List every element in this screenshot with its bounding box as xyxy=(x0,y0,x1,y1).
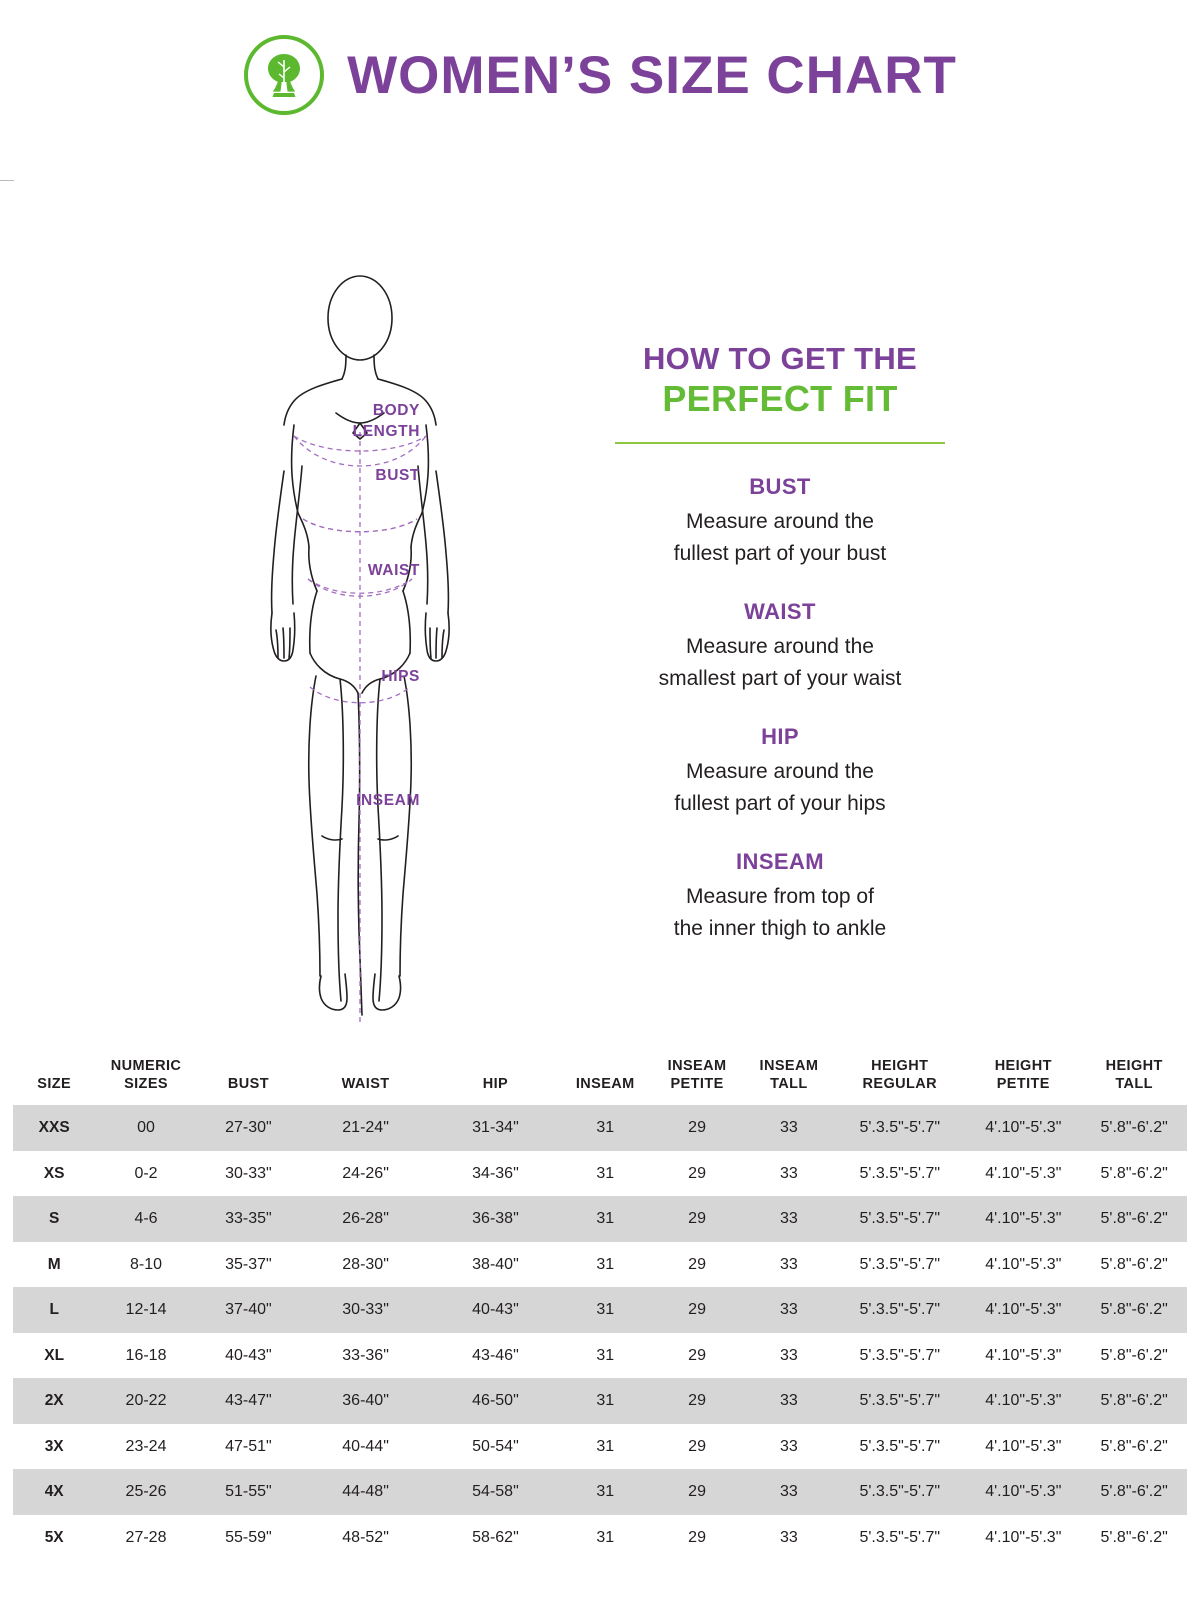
tip-bust-line2: fullest part of your bust xyxy=(673,541,887,565)
table-cell: 34-36" xyxy=(472,1164,519,1182)
table-cell: 40-43" xyxy=(431,1287,560,1333)
table-cell: 4'.10"-5'.3" xyxy=(985,1528,1062,1546)
table-cell: 5'.3.5"-5'.7" xyxy=(834,1287,965,1333)
cell-size: XXS xyxy=(13,1105,95,1151)
tip-waist-title: WAIST xyxy=(744,599,816,625)
tip-waist xyxy=(590,599,970,694)
table-cell: 5'.3.5"-5'.7" xyxy=(859,1164,941,1182)
cell-size: S xyxy=(13,1196,95,1242)
table-cell: 31 xyxy=(560,1196,651,1242)
table-cell: 4-6 xyxy=(95,1196,196,1242)
col-header-bust: BUST xyxy=(227,1075,269,1092)
label-hips: HIPS xyxy=(381,668,420,685)
table-cell: 0-2 xyxy=(134,1164,158,1182)
table-row xyxy=(13,1515,1187,1561)
table-cell: 27-30" xyxy=(197,1105,300,1151)
table-row xyxy=(13,1378,1187,1424)
table-cell: 48-52" xyxy=(342,1528,389,1546)
tip-hip-line2: fullest part of your hips xyxy=(674,791,886,815)
table-cell: 5'.8"-6'.2" xyxy=(1081,1287,1187,1333)
size-chart-table xyxy=(13,1052,1187,1560)
cell-size: XS xyxy=(43,1164,65,1182)
table-body xyxy=(13,1105,1187,1560)
table-cell: 27-28 xyxy=(125,1528,167,1546)
upper-section xyxy=(0,116,1200,1021)
table-cell: 5'.3.5"-5'.7" xyxy=(834,1196,965,1242)
table-cell: 5'.3.5"-5'.7" xyxy=(834,1469,965,1515)
tip-waist-line2: smallest part of your waist xyxy=(658,666,902,690)
table-cell: 00 xyxy=(95,1105,196,1151)
table-cell: 21-24" xyxy=(300,1105,431,1151)
table-cell: 28-30" xyxy=(342,1255,389,1273)
table-row xyxy=(13,1424,1187,1470)
table-row xyxy=(13,1105,1187,1151)
table-cell: 4'.10"-5'.3" xyxy=(985,1346,1062,1364)
table-cell: 33 xyxy=(780,1255,798,1273)
measurement-labels xyxy=(150,136,580,1026)
table-cell: 33-35" xyxy=(197,1196,300,1242)
tip-bust-line1: Measure around the xyxy=(686,510,874,534)
table-cell: 24-26" xyxy=(342,1164,389,1182)
table-cell: 29 xyxy=(688,1437,706,1455)
table-cell: 4'.10"-5'.3" xyxy=(965,1469,1081,1515)
table-cell: 40-44" xyxy=(342,1437,389,1455)
table-cell: 4'.10"-5'.3" xyxy=(965,1378,1081,1424)
table-cell: 33-36" xyxy=(342,1346,389,1364)
tip-inseam-line2: the inner thigh to ankle xyxy=(673,916,887,940)
tip-waist-line1: Measure around the xyxy=(686,635,874,659)
table-row xyxy=(13,1151,1187,1197)
label-inseam: INSEAM xyxy=(356,792,420,809)
table-cell: 31 xyxy=(560,1469,651,1515)
table-cell: 29 xyxy=(688,1164,706,1182)
table-cell: 29 xyxy=(651,1287,744,1333)
table-cell: 54-58" xyxy=(431,1469,560,1515)
table-cell: 31 xyxy=(596,1346,615,1364)
table-cell: 44-48" xyxy=(300,1469,431,1515)
table-cell: 4'.10"-5'.3" xyxy=(985,1164,1062,1182)
page-title: WOMEN’S SIZE CHART xyxy=(347,45,957,105)
tip-hip-line1: Measure around the xyxy=(686,760,874,784)
how-to-fit-panel xyxy=(590,341,970,944)
table-cell: 5'.8"-6'.2" xyxy=(1081,1105,1187,1151)
tip-hip xyxy=(590,724,970,819)
table-cell: 5'.8"-6'.2" xyxy=(1100,1164,1168,1182)
table-cell: 31 xyxy=(560,1287,651,1333)
table-cell: 40-43" xyxy=(225,1346,272,1364)
table-cell: 29 xyxy=(651,1105,744,1151)
table-cell: 5'.8"-6'.2" xyxy=(1100,1528,1168,1546)
page-header xyxy=(0,0,1200,116)
table-cell: 31-34" xyxy=(431,1105,560,1151)
cell-size: 5X xyxy=(44,1528,64,1546)
table-cell: 5'.3.5"-5'.7" xyxy=(834,1378,965,1424)
cell-size: 4X xyxy=(13,1469,95,1515)
table-cell: 5'.3.5"-5'.7" xyxy=(859,1437,941,1455)
table-cell: 23-24 xyxy=(125,1437,167,1455)
table-cell: 58-62" xyxy=(472,1528,519,1546)
table-cell: 36-40" xyxy=(300,1378,431,1424)
table-cell: 29 xyxy=(651,1378,744,1424)
tip-hip-title: HIP xyxy=(761,724,799,750)
how-to-heading xyxy=(590,341,970,420)
col-header-inseam-tall: INSEAM TALL xyxy=(759,1058,819,1092)
col-header-inseam: INSEAM xyxy=(575,1075,635,1092)
table-cell: 8-10 xyxy=(130,1255,163,1273)
table-cell: 4'.10"-5'.3" xyxy=(965,1287,1081,1333)
table-cell: 4'.10"-5'.3" xyxy=(985,1437,1062,1455)
cell-size: M xyxy=(47,1255,61,1273)
table-cell: 31 xyxy=(596,1164,615,1182)
table-row xyxy=(13,1196,1187,1242)
table-row xyxy=(13,1242,1187,1288)
how-to-heading-line2: PERFECT FIT xyxy=(662,377,898,419)
table-cell: 31 xyxy=(596,1528,615,1546)
table-cell: 47-51" xyxy=(225,1437,272,1455)
table-cell: 5'.3.5"-5'.7" xyxy=(859,1255,941,1273)
col-header-height-regular: HEIGHT REGULAR xyxy=(862,1058,938,1092)
col-header-size: SIZE xyxy=(37,1075,72,1092)
table-cell: 33 xyxy=(744,1287,835,1333)
table-cell: 33 xyxy=(744,1105,835,1151)
table-cell: 5'.8"-6'.2" xyxy=(1081,1469,1187,1515)
figure-area xyxy=(150,136,570,1026)
table-cell: 29 xyxy=(651,1469,744,1515)
cell-size: 3X xyxy=(44,1437,64,1455)
table-cell: 4'.10"-5'.3" xyxy=(985,1255,1062,1273)
tip-inseam xyxy=(590,849,970,944)
size-table-wrap xyxy=(0,1052,1200,1560)
label-body-length: BODY LENGTH xyxy=(352,402,420,440)
tip-inseam-line1: Measure from top of xyxy=(686,885,874,909)
table-cell: 5'.8"-6'.2" xyxy=(1100,1346,1168,1364)
col-header-inseam-petite: INSEAM PETITE xyxy=(667,1058,727,1092)
table-cell: 25-26 xyxy=(95,1469,196,1515)
cell-size: L xyxy=(13,1287,95,1333)
tip-bust xyxy=(590,474,970,569)
table-cell: 38-40" xyxy=(472,1255,519,1273)
table-row xyxy=(13,1333,1187,1379)
table-cell: 46-50" xyxy=(431,1378,560,1424)
table-cell: 5'.3.5"-5'.7" xyxy=(834,1105,965,1151)
table-cell: 31 xyxy=(596,1437,615,1455)
table-cell: 31 xyxy=(560,1105,651,1151)
table-cell: 29 xyxy=(688,1255,706,1273)
table-header-row xyxy=(13,1052,1187,1105)
table-cell: 30-33" xyxy=(300,1287,431,1333)
table-cell: 33 xyxy=(744,1469,835,1515)
table-cell: 33 xyxy=(780,1437,798,1455)
label-bust: BUST xyxy=(375,467,420,484)
col-header-height-tall: HEIGHT TALL xyxy=(1105,1058,1163,1092)
cell-size: 2X xyxy=(13,1378,95,1424)
table-cell: 55-59" xyxy=(225,1528,272,1546)
table-cell: 31 xyxy=(560,1378,651,1424)
table-cell: 43-46" xyxy=(472,1346,519,1364)
table-cell: 50-54" xyxy=(472,1437,519,1455)
table-cell: 20-22 xyxy=(95,1378,196,1424)
table-row xyxy=(13,1287,1187,1333)
col-header-height-petite: HEIGHT PETITE xyxy=(994,1058,1052,1092)
table-cell: 33 xyxy=(744,1378,835,1424)
tree-logo-icon xyxy=(243,34,325,116)
tip-inseam-title: INSEAM xyxy=(736,849,824,875)
table-cell: 33 xyxy=(780,1346,798,1364)
label-waist: WAIST xyxy=(367,562,420,579)
table-cell: 5'.8"-6'.2" xyxy=(1100,1437,1168,1455)
table-cell: 30-33" xyxy=(225,1164,272,1182)
table-cell: 5'.3.5"-5'.7" xyxy=(859,1346,941,1364)
table-cell: 29 xyxy=(688,1346,706,1364)
table-cell: 5'.8"-6'.2" xyxy=(1100,1255,1168,1273)
how-to-heading-line1: HOW TO GET THE xyxy=(642,341,917,376)
table-row xyxy=(13,1469,1187,1515)
table-cell: 4'.10"-5'.3" xyxy=(965,1105,1081,1151)
table-cell: 29 xyxy=(651,1196,744,1242)
tip-bust-title: BUST xyxy=(749,474,811,500)
table-cell: 31 xyxy=(596,1255,615,1273)
col-header-waist: WAIST xyxy=(341,1075,390,1092)
table-cell: 33 xyxy=(780,1164,798,1182)
col-header-numeric-sizes: NUMERIC SIZES xyxy=(110,1058,182,1092)
table-cell: 35-37" xyxy=(225,1255,272,1273)
cell-size: XL xyxy=(44,1346,65,1364)
table-cell: 36-38" xyxy=(431,1196,560,1242)
table-cell: 12-14 xyxy=(95,1287,196,1333)
col-header-hip: HIP xyxy=(482,1075,509,1092)
table-cell: 37-40" xyxy=(197,1287,300,1333)
table-cell: 5'.3.5"-5'.7" xyxy=(859,1528,941,1546)
table-cell: 16-18 xyxy=(125,1346,167,1364)
heading-divider xyxy=(615,442,945,444)
table-cell: 51-55" xyxy=(197,1469,300,1515)
table-cell: 43-47" xyxy=(197,1378,300,1424)
table-cell: 4'.10"-5'.3" xyxy=(965,1196,1081,1242)
table-cell: 5'.8"-6'.2" xyxy=(1081,1196,1187,1242)
table-cell: 33 xyxy=(780,1528,798,1546)
table-cell: 26-28" xyxy=(300,1196,431,1242)
table-cell: 33 xyxy=(744,1196,835,1242)
table-cell: 29 xyxy=(688,1528,706,1546)
table-cell: 5'.8"-6'.2" xyxy=(1081,1378,1187,1424)
